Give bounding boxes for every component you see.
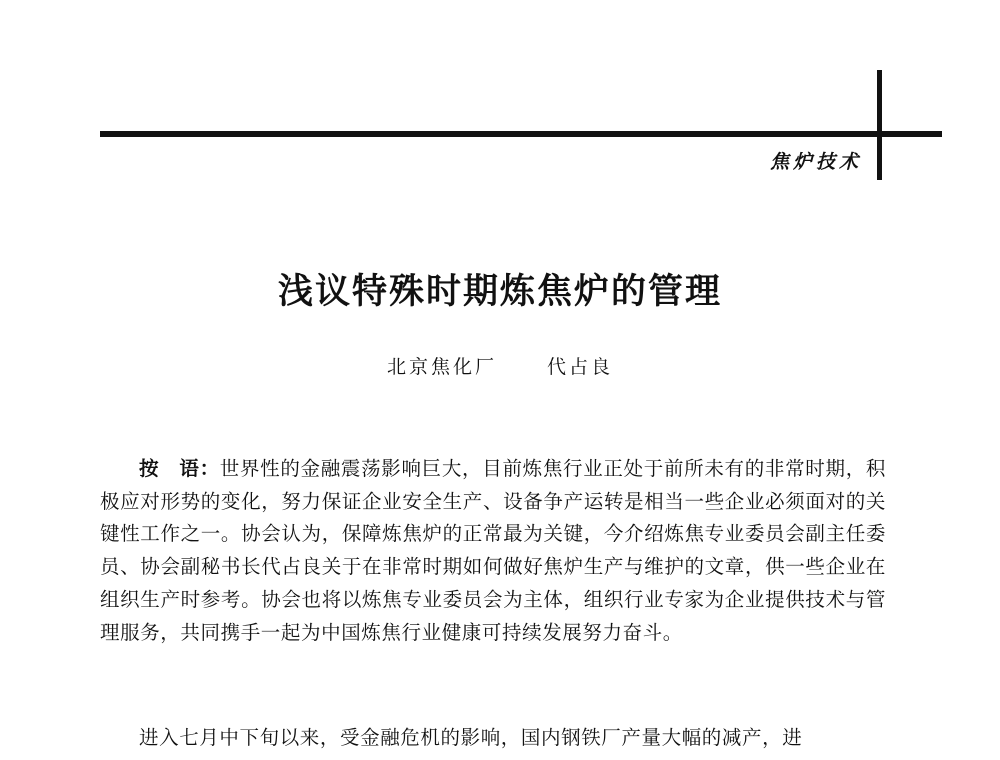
section-tag: 焦炉技术 [769,151,862,173]
editor-note-text: 世界性的金融震荡影响巨大，目前炼焦行业正处于前所未有的非常时期，积极应对形势的变化，努力保证企业安全生产、设备争产运转是相当一些企业必须面对的关键性工作之一。协会认为，保障炼焦炉的正常最为关键，今介绍炼焦专业委员会副主任委员、协会副秘书长代占良关于在非常时期如何做好焦炉生产与维护的文章，供一些企业在组织生产时参考。协会也将以炼焦专业委员会为主体，组织行业专家为企业提供技术与管理服务，共同携手一起为中国炼焦行业健康可持续发展努力奋斗。 [100,457,886,644]
article-title: 浅议特殊时期炼焦炉的管理 [277,271,722,312]
header-rule-horizontal [100,131,942,137]
header-rule-vertical [877,70,882,180]
editor-note-label: 按 语： [139,457,220,480]
editor-note [100,453,886,649]
byline [0,352,1000,379]
body-paragraph: 进入七月中下旬以来，受金融危机的影响，国内钢铁厂产量大幅的减产，进 [139,726,803,749]
byline-author: 代占良 [547,356,614,378]
byline-affiliation: 北京焦化厂 [386,356,497,378]
